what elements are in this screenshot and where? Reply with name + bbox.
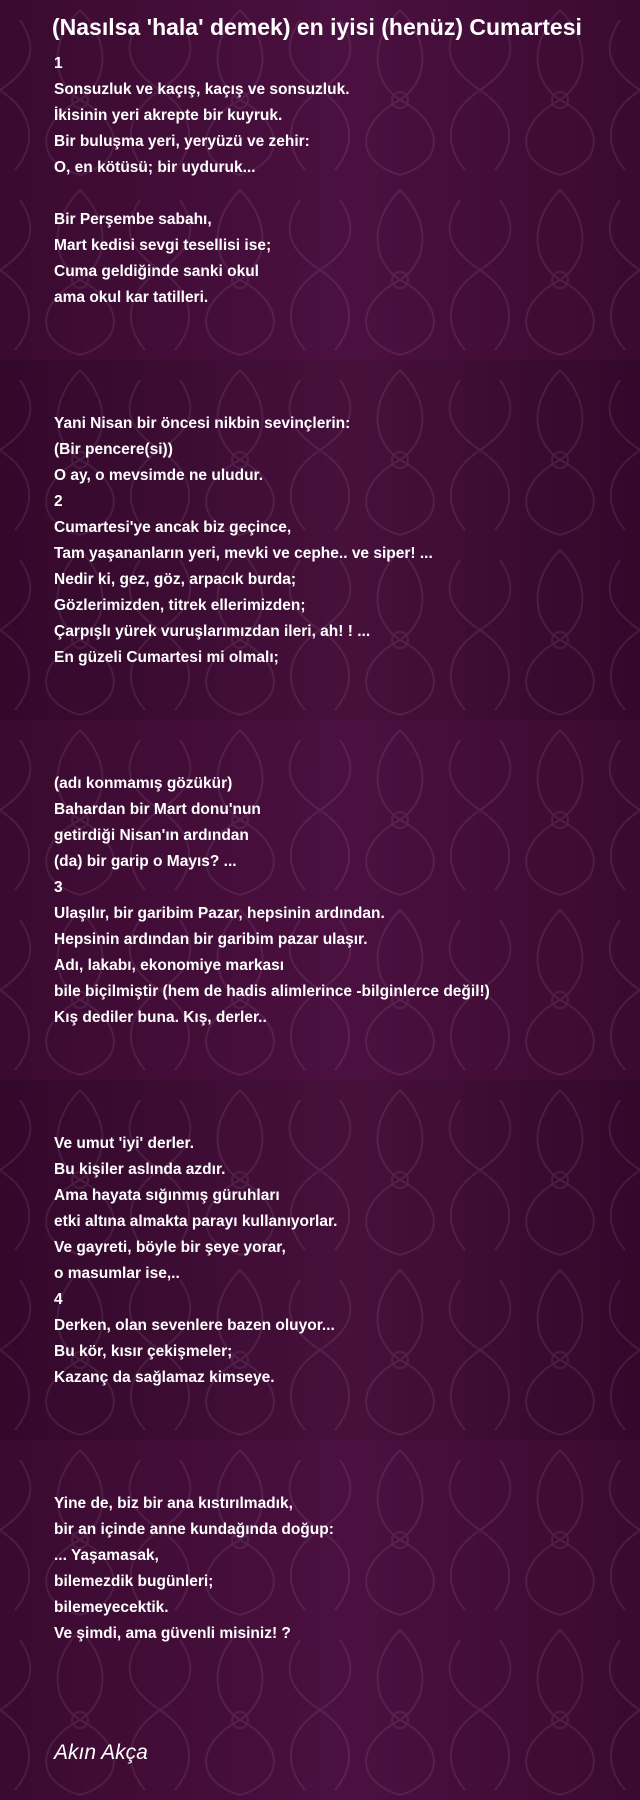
- stanza-number: 1: [54, 55, 63, 72]
- poem-line: Ve şimdi, ama güvenli misiniz! ?: [54, 1625, 291, 1642]
- poem-line: Yani Nisan bir öncesi nikbin sevinçlerin:: [54, 415, 351, 432]
- poem-line: Bu kişiler aslında azdır.: [54, 1161, 226, 1178]
- poem-line: ama okul kar tatilleri.: [54, 289, 209, 306]
- poem-line: Bahardan bir Mart donu'nun: [54, 801, 261, 818]
- stanza-number: 3: [54, 879, 63, 896]
- poem-line: Çarpışlı yürek vuruşlarımızdan ileri, ah! ! ...: [54, 623, 371, 640]
- poem-line: Cumartesi'ye ancak biz geçince,: [54, 519, 292, 536]
- poem-line: Bir buluşma yeri, yeryüzü ve zehir:: [54, 133, 310, 150]
- poem-line: İkisinin yeri akrepte bir kuyruk.: [54, 107, 283, 124]
- poem-line: Adı, lakabı, ekonomiye markası: [54, 957, 285, 974]
- poem-line: Gözlerimizden, titrek ellerimizden;: [54, 597, 306, 614]
- poem-line: O, en kötüsü; bir uyduruk...: [54, 159, 256, 176]
- poem-line: ... Yaşamasak,: [54, 1547, 159, 1564]
- poem-stanza-3: [54, 771, 640, 1031]
- poem-line: o masumlar ise,..: [54, 1265, 180, 1282]
- poem-line: En güzeli Cumartesi mi olmalı;: [54, 649, 279, 666]
- poem-line: (adı konmamış gözükür): [54, 775, 233, 792]
- poem-line: O ay, o mevsimde ne uludur.: [54, 467, 264, 484]
- poem-stanza-5: [54, 1491, 640, 1647]
- poem-line: Sonsuzluk ve kaçış, kaçış ve sonsuzluk.: [54, 81, 350, 98]
- poem-line: Ve umut 'iyi' derler.: [54, 1135, 195, 1152]
- author-name: Akın Akça: [54, 1741, 148, 1764]
- poem-line: Derken, olan sevenlere bazen oluyor...: [54, 1317, 335, 1334]
- blank-line: [54, 181, 640, 207]
- poem-line: (Bir pencere(si)): [54, 441, 173, 458]
- poem-line: Tam yaşananların yeri, mevki ve cephe.. ve siper! ...: [54, 545, 433, 562]
- poem-stanza-1: [54, 51, 640, 311]
- poem-line: Ulaşılır, bir garibim Pazar, hepsinin ardından.: [54, 905, 385, 922]
- poem-line: Ama hayata sığınmış güruhları: [54, 1187, 280, 1204]
- poem-stanza-2: [54, 411, 640, 671]
- poem-line: Bir Perşembe sabahı,: [54, 211, 212, 228]
- poem-line: Hepsinin ardından bir garibim pazar ulaşır.: [54, 931, 368, 948]
- stanza-number: 2: [54, 493, 63, 510]
- poem-line: bile biçilmiştir (hem de hadis alimlerince -bilginlerce değil!): [54, 983, 490, 1000]
- poem-line: Kazanç da sağlamaz kimseye.: [54, 1369, 275, 1386]
- poem-stanza-4: [54, 1131, 640, 1391]
- poem-line: Yine de, biz bir ana kıstırılmadık,: [54, 1495, 293, 1512]
- poem-line: Ve gayreti, böyle bir şeye yorar,: [54, 1239, 286, 1256]
- poem-line: bir an içinde anne kundağında doğup:: [54, 1521, 334, 1538]
- poem-line: (da) bir garip o Mayıs? ...: [54, 853, 237, 870]
- poem-line: etki altına almakta parayı kullanıyorlar.: [54, 1213, 338, 1230]
- poem-line: Mart kedisi sevgi tesellisi ise;: [54, 237, 272, 254]
- poem-line: getirdiği Nisan'ın ardından: [54, 827, 249, 844]
- poem-line: Nedir ki, gez, göz, arpacık burda;: [54, 571, 297, 588]
- stanza-number: 4: [54, 1291, 63, 1308]
- poem-line: bilemezdik bugünleri;: [54, 1573, 214, 1590]
- poem-line: Cuma geldiğinde sanki okul: [54, 263, 259, 280]
- poem-line: bilemeyecektik.: [54, 1599, 169, 1616]
- poem-line: Bu kör, kısır çekişmeler;: [54, 1343, 233, 1360]
- poem-line: Kış dediler buna. Kış, derler..: [54, 1009, 267, 1026]
- poem-title: (Nasılsa 'hala' demek) en iyisi (henüz) Cumartesi: [52, 14, 582, 40]
